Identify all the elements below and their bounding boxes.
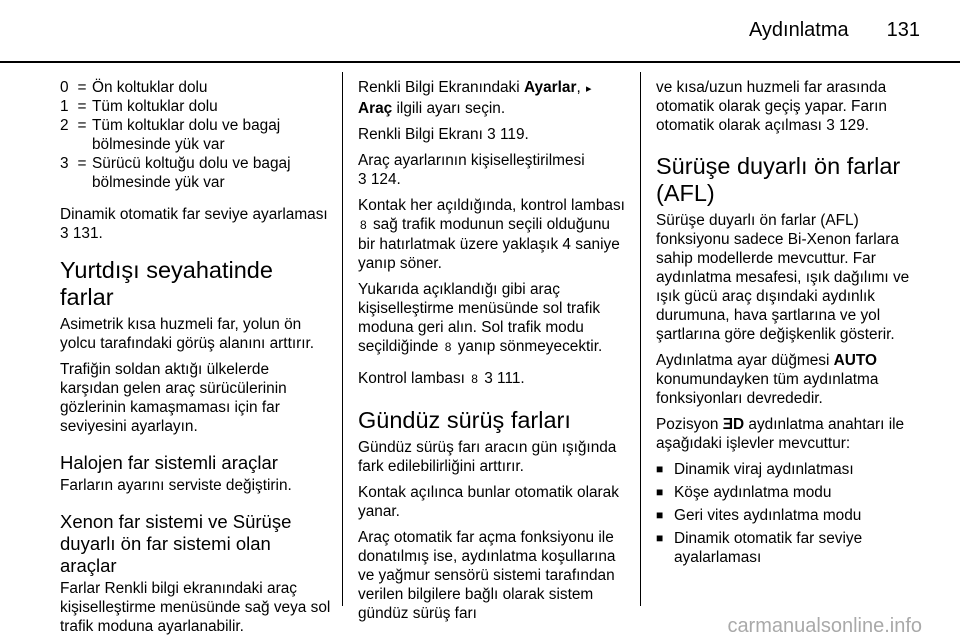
control-lamp-icon: 8	[444, 340, 452, 354]
page-ref[interactable]: 111.	[497, 370, 525, 387]
paragraph: Kontak açılınca bunlar otomatik olarak yanar.	[358, 484, 619, 520]
column-2	[358, 78, 630, 630]
item-equals: =	[77, 98, 87, 115]
list-item	[656, 483, 928, 502]
list-item	[656, 460, 928, 479]
text: Yukarıda açıklandığı gibi araç kişiselleştirme menüsünde sol trafik moduna geri alın. Sol trafik modu seçildiğinde	[358, 281, 601, 355]
list-item	[60, 78, 332, 97]
header-rule	[0, 61, 960, 63]
menu-settings: Ayarlar	[523, 79, 577, 96]
item-text: Köşe aydınlatma modu	[674, 484, 832, 501]
item-equals: =	[77, 117, 87, 134]
heading-daytime: Gündüz sürüş farları	[358, 407, 571, 433]
paragraph	[358, 196, 630, 273]
paragraph	[656, 78, 928, 135]
item-text: Geri vites aydınlatma modu	[674, 507, 862, 524]
paragraph: Gündüz sürüş farı aracın gün ışığında fark edilebilirliğini arttırır.	[358, 439, 617, 475]
item-number: 1	[60, 98, 69, 115]
item-text: Sürücü koltuğu dolu ve bagaj bölmesinde yük var	[92, 155, 291, 191]
paragraph: Sürüşe duyarlı ön farlar (AFL) fonksiyonu sadece Bi-Xenon farlara sahip modellerde mevcuttur. Far aydınlatma mesafesi, ışık dağılımı ve ışık gücü araç dışındaki aydınlık durumuna, hava şartlarına ve yol şartlarına göre değişkenlik gösterir.	[656, 212, 910, 343]
text: Renkli Bilgi Ekranı	[358, 126, 483, 143]
control-lamp-icon: 8	[360, 218, 367, 232]
text: aydınlatma anahtarı ile aşağıdaki işlevler mevcuttur:	[656, 416, 905, 452]
paragraph	[656, 415, 928, 453]
page-ref[interactable]: 129.	[839, 117, 870, 134]
menu-vehicle: Araç	[358, 100, 393, 117]
text: Dinamik otomatik far seviye ayarlaması	[60, 206, 328, 223]
load-level-list	[60, 78, 332, 192]
paragraph	[358, 280, 630, 357]
text: yanıp sönmeyecektir.	[457, 338, 603, 355]
page-ref-icon: 3	[487, 126, 496, 143]
paragraph	[60, 205, 332, 243]
item-text: Tüm koltuklar dolu	[92, 98, 218, 115]
paragraph	[358, 369, 630, 389]
page-ref-icon: 3	[358, 171, 367, 188]
item-equals: =	[77, 79, 87, 96]
list-item	[60, 154, 332, 192]
text: Kontrol lambası	[358, 370, 465, 387]
page-ref-icon: 3	[484, 370, 493, 387]
page-ref-icon: 3	[60, 225, 69, 242]
item-text: Dinamik viraj aydınlatması	[674, 461, 854, 478]
function-list	[656, 460, 928, 567]
page-ref[interactable]: 124.	[370, 171, 401, 188]
item-text: Ön koltuklar dolu	[92, 79, 208, 96]
paragraph	[358, 151, 630, 189]
page-header	[749, 19, 920, 49]
page-ref-icon: 3	[826, 117, 835, 134]
page-ref[interactable]: 131.	[72, 225, 103, 242]
text: sağ trafik modunun seçili olduğunu bir hatırlatmak üzere yaklaşık 4 saniye yanıp söner.	[358, 216, 620, 272]
paragraph: Asimetrik kısa huzmeli far, yolun ön yolcu tarafındaki görüş alanını arttırır.	[60, 316, 315, 352]
text: Pozisyon	[656, 416, 719, 433]
item-equals: =	[77, 155, 87, 172]
section-title: Aydınlatma	[748, 19, 849, 41]
arrow-right-icon: ▸	[586, 83, 592, 95]
text: ,	[576, 79, 581, 96]
list-item	[60, 116, 332, 154]
bullet-square-icon: ■	[656, 462, 664, 476]
bullet-square-icon: ■	[656, 508, 664, 522]
column-divider-2	[640, 72, 641, 606]
item-text: Dinamik otomatik far seviye ayalarlaması	[674, 530, 863, 566]
item-number: 2	[60, 117, 69, 134]
item-number: 0	[60, 79, 69, 96]
paragraph: Araç otomatik far açma fonksiyonu ile donatılmış ise, aydınlatma koşullarına ve yağmur sensörü sistemi tarafından verilen bilgilere bağlı olarak sistem gündüz sürüş farı	[358, 529, 616, 622]
heading-xenon: Xenon far sistemi ve Sürüşe duyarlı ön far sistemi olan araçlar	[60, 511, 292, 576]
bullet-square-icon: ■	[656, 485, 664, 499]
paragraph: Trafiğin soldan aktığı ülkelerde karşıdan gelen araç sürücülerinin gözlerinin kamaşmaması için far seviyesini ayarlayın.	[60, 361, 287, 435]
text: Araç ayarlarının kişiselleştirilmesi	[358, 152, 585, 169]
heading-abroad: Yurtdışı seyahatinde farlar	[60, 257, 273, 310]
item-number: 3	[60, 155, 69, 172]
text: ve kısa/uzun huzmeli far arasında otomatik olarak geçiş yapar. Farın otomatik olarak açılması	[656, 79, 887, 134]
paragraph	[358, 125, 630, 144]
text: Kontak her açıldığında, kontrol lambası	[358, 197, 625, 214]
headlight-icon: ƎD	[722, 416, 745, 433]
bullet-square-icon: ■	[656, 531, 664, 545]
paragraph: Farların ayarını serviste değiştirin.	[60, 477, 292, 494]
list-item	[656, 506, 928, 525]
text: ilgili ayarı seçin.	[396, 100, 506, 117]
item-text: Tüm koltuklar dolu ve bagaj bölmesinde yük var	[92, 117, 281, 153]
paragraph	[656, 351, 928, 408]
page-ref[interactable]: 119.	[500, 126, 529, 143]
paragraph: Farlar Renkli bilgi ekranındaki araç kişiselleştirme menüsünde sağ veya sol trafik moduna ayarlanabilir.	[60, 580, 331, 635]
auto-position-label: AUTO	[833, 352, 877, 369]
text: konumundayken tüm aydınlatma fonksiyonları devrededir.	[656, 371, 879, 407]
watermark: carmanualsonline.info	[727, 615, 922, 637]
text: Aydınlatma ayar düğmesi	[656, 352, 830, 369]
text: Renkli Bilgi Ekranındaki	[358, 79, 520, 96]
column-3	[656, 78, 928, 571]
column-divider-1	[342, 72, 343, 606]
page-number: 131	[886, 19, 920, 41]
control-lamp-icon: 8	[471, 372, 478, 386]
column-1	[60, 78, 332, 643]
heading-halogen: Halojen far sistemli araçlar	[60, 452, 278, 473]
list-item	[60, 97, 332, 116]
heading-afl: Sürüşe duyarlı ön farlar (AFL)	[656, 153, 901, 206]
list-item	[656, 529, 928, 567]
paragraph	[358, 78, 630, 118]
